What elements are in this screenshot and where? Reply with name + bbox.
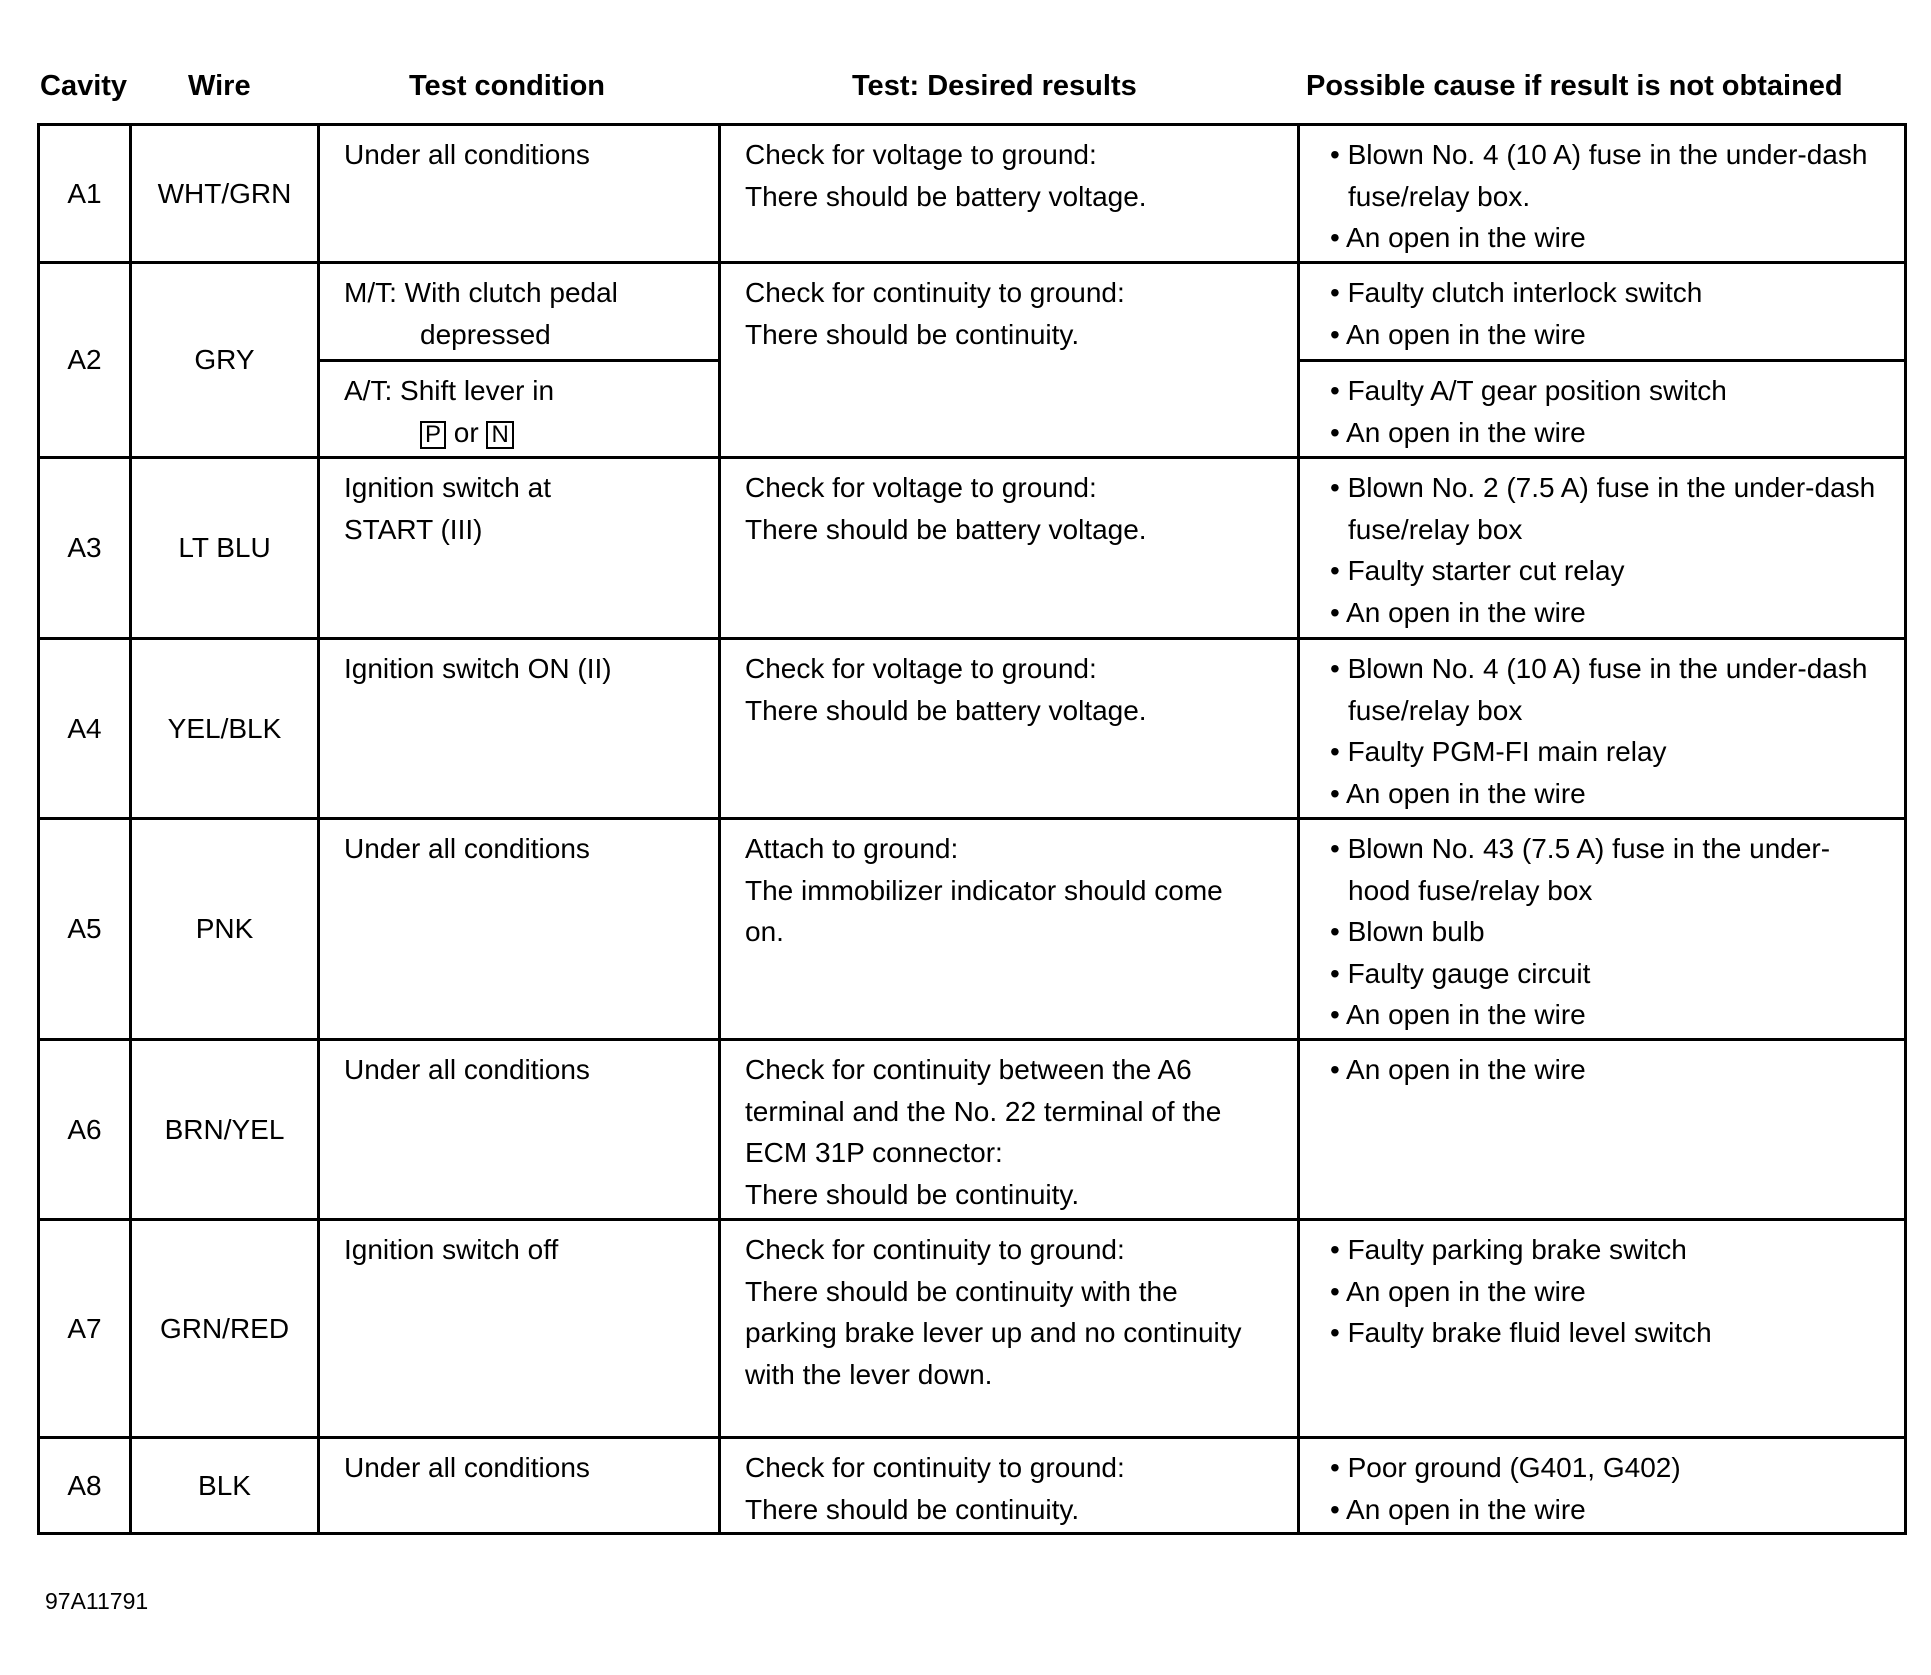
cell-line: Check for voltage to ground: — [745, 139, 1097, 170]
condition-cell — [319, 1220, 720, 1438]
cell-line: Check for voltage to ground: — [745, 653, 1097, 684]
cell-line: • Blown No. 4 (10 A) fuse in the under-dash fuse/relay box. — [1330, 139, 1868, 212]
cell-line: There should be continuity. — [745, 318, 1080, 350]
table-row — [39, 639, 1906, 819]
cell-line: M/T: With clutch pedal — [344, 277, 618, 308]
table-row — [39, 458, 1906, 639]
wire-cell: PNK — [131, 819, 319, 1040]
cell-line: Ignition switch at — [344, 472, 551, 503]
header-desired-results: Test: Desired results — [852, 70, 1137, 102]
condition-cell — [319, 458, 720, 639]
cell-line: • Blown No. 43 (7.5 A) fuse in the under-hood fuse/relay box — [1330, 833, 1831, 906]
result-cell — [720, 1438, 1299, 1534]
cell-line: Ignition switch off — [344, 1234, 559, 1265]
result-cell — [720, 458, 1299, 639]
cell-line: There should be continuity with the parking brake lever up and no continuity with the lever down. — [745, 1275, 1242, 1390]
gear-p-box: P — [420, 421, 446, 449]
cell-line: • An open in the wire — [1330, 1054, 1586, 1085]
cell-line: START (III) — [344, 513, 483, 545]
cell-line: • An open in the wire — [1330, 777, 1586, 809]
cell-line: There should be continuity. — [745, 1178, 1080, 1210]
cell-line: • An open in the wire — [1330, 222, 1586, 253]
cell-line: Under all conditions — [344, 1452, 590, 1483]
cell-line: • An open in the wire — [1330, 1275, 1586, 1307]
cavity-cell: A5 — [39, 819, 131, 1040]
condition-cell — [319, 1438, 720, 1534]
table-row — [39, 819, 1906, 1040]
cell-line: • Faulty parking brake switch — [1330, 1234, 1687, 1265]
condition-cell — [319, 125, 720, 263]
cell-line: • Faulty PGM-FI main relay — [1330, 736, 1667, 767]
cell-line: Check for continuity to ground: — [745, 1452, 1125, 1483]
cell-line: There should be battery voltage. — [745, 694, 1147, 726]
cavity-cell: A3 — [39, 458, 131, 639]
table-row — [39, 1438, 1906, 1534]
cell-line: Check for continuity to ground: — [745, 1234, 1125, 1265]
cell-line: There should be battery voltage. — [745, 180, 1147, 212]
wire-cell: YEL/BLK — [131, 639, 319, 819]
result-cell — [720, 125, 1299, 263]
cell-line: The immobilizer indicator should come on. — [745, 874, 1223, 947]
table-row — [39, 263, 1906, 361]
cause-cell — [1299, 458, 1906, 639]
cause-cell — [1299, 639, 1906, 819]
result-cell — [720, 1040, 1299, 1220]
result-cell — [720, 819, 1299, 1040]
wire-cell: GRN/RED — [131, 1220, 319, 1438]
wire-cell: BRN/YEL — [131, 1040, 319, 1220]
cavity-cell: A8 — [39, 1438, 131, 1534]
cell-line: • Poor ground (G401, G402) — [1330, 1452, 1681, 1483]
cell-line: • An open in the wire — [1330, 318, 1586, 350]
result-cell — [720, 639, 1299, 819]
cause-cell — [1299, 1040, 1906, 1220]
cavity-cell: A6 — [39, 1040, 131, 1220]
wire-cell: LT BLU — [131, 458, 319, 639]
cell-line: depressed — [420, 318, 551, 350]
cause-cell — [1299, 1438, 1906, 1534]
header-test-condition: Test condition — [409, 70, 606, 102]
cell-line: Under all conditions — [344, 833, 590, 864]
cell-line: • An open in the wire — [1330, 596, 1586, 628]
condition-cell — [319, 819, 720, 1040]
condition-cell — [319, 1040, 720, 1220]
cell-line: • Faulty starter cut relay — [1330, 555, 1625, 586]
cell-line: Ignition switch ON (II) — [344, 653, 612, 684]
wire-cell: GRY — [131, 263, 319, 458]
cause-cell — [1299, 361, 1906, 458]
cell-line: • Faulty clutch interlock switch — [1330, 277, 1703, 308]
cell-line: Check for voltage to ground: — [745, 472, 1097, 503]
result-cell — [720, 1220, 1299, 1438]
condition-cell — [319, 361, 720, 458]
cell-line: • An open in the wire — [1330, 1493, 1586, 1525]
condition-cell — [319, 639, 720, 819]
table-row — [39, 125, 1906, 263]
cause-cell — [1299, 263, 1906, 361]
cell-line: • Faulty brake fluid level switch — [1330, 1317, 1712, 1348]
cell-line: • Blown bulb — [1330, 916, 1485, 947]
wire-cell: BLK — [131, 1438, 319, 1534]
cell-line: Under all conditions — [344, 139, 590, 170]
cell-line: • Blown No. 2 (7.5 A) fuse in the under-dash fuse/relay box — [1330, 472, 1876, 545]
cell-line: • Faulty gauge circuit — [1330, 957, 1591, 989]
table-row — [39, 1220, 1906, 1438]
cell-line: There should be battery voltage. — [745, 513, 1147, 545]
cell-line: • Blown No. 4 (10 A) fuse in the under-dash fuse/relay box — [1330, 653, 1868, 726]
cell-line: Under all conditions — [344, 1054, 590, 1085]
condition-cell — [319, 263, 720, 361]
gear-n-box: N — [486, 421, 513, 449]
cell-line: Check for continuity between the A6 terminal and the No. 22 terminal of the ECM 31P connector: — [745, 1054, 1222, 1168]
header-wire: Wire — [188, 70, 251, 102]
table-row — [39, 1040, 1906, 1220]
result-cell — [720, 263, 1299, 458]
cause-cell — [1299, 819, 1906, 1040]
cell-line: Check for continuity to ground: — [745, 277, 1125, 308]
cell-line: • An open in the wire — [1330, 999, 1586, 1030]
cause-cell — [1299, 1220, 1906, 1438]
cell-line: • An open in the wire — [1330, 416, 1586, 448]
cause-cell — [1299, 125, 1906, 263]
connector-test-table — [37, 123, 1907, 1535]
cell-line: • Faulty A/T gear position switch — [1330, 375, 1727, 406]
cavity-cell: A4 — [39, 639, 131, 819]
cavity-cell: A1 — [39, 125, 131, 263]
figure-id: 97A11791 — [45, 1588, 149, 1614]
header-possible-cause: Possible cause if result is not obtained — [1306, 70, 1843, 102]
cell-line: Attach to ground: — [745, 833, 959, 864]
wire-cell: WHT/GRN — [131, 125, 319, 263]
cell-line: A/T: Shift lever in — [344, 375, 555, 406]
cavity-cell: A2 — [39, 263, 131, 458]
cell-line: or — [453, 416, 479, 448]
cavity-cell: A7 — [39, 1220, 131, 1438]
header-cavity: Cavity — [40, 70, 128, 102]
cell-line: There should be continuity. — [745, 1493, 1080, 1525]
